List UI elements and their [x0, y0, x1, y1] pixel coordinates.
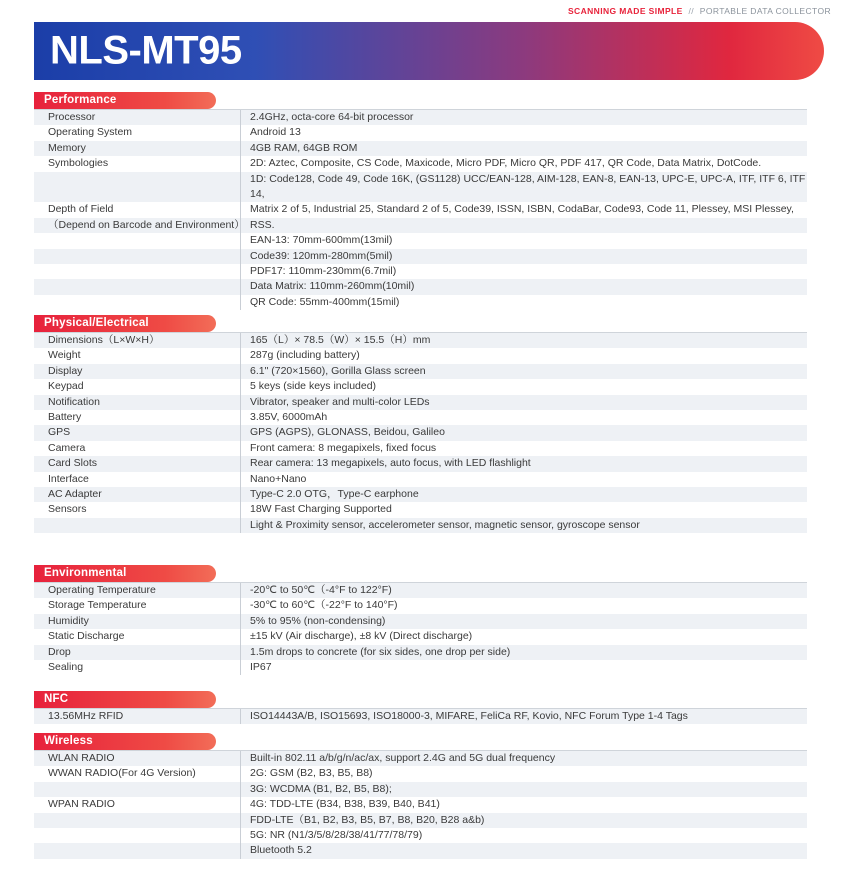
- table-row: [34, 410, 807, 425]
- spec-value: 5 keys (side keys included): [240, 379, 807, 394]
- table-row: [34, 156, 807, 171]
- section-header-environmental: [34, 565, 216, 582]
- table-row: [34, 583, 807, 598]
- section-header-wireless: [34, 733, 216, 750]
- page-title: NLS-MT95: [50, 28, 242, 73]
- table-row: [34, 279, 807, 294]
- spec-label: Operating System: [48, 126, 133, 139]
- section-title: Performance: [44, 94, 117, 106]
- spec-value: Type-C 2.0 OTG，Type-C earphone: [240, 487, 807, 502]
- table-row: [34, 456, 807, 471]
- spec-label: Notification: [48, 395, 100, 408]
- spec-value: 1.5m drops to concrete (for six sides, one drop per side): [240, 645, 807, 660]
- spec-label: WLAN RADIO: [48, 752, 115, 764]
- table-row: [34, 518, 807, 533]
- section-header-physical-electrical: [34, 315, 216, 332]
- spec-value: 1D: Code128, Code 49, Code 16K, (GS1128) UCC/EAN-128, AIM-128, EAN-8, EAN-13, UPC-E, UPC-A, ITF, ITF 6, ITF 14,: [240, 172, 807, 203]
- table-row: [34, 141, 807, 156]
- table-row: [34, 202, 807, 217]
- table-row: [34, 110, 807, 125]
- spec-label: Sealing: [48, 661, 84, 674]
- table-row: [34, 782, 807, 797]
- table-row: [34, 766, 807, 781]
- table-row: [34, 395, 807, 410]
- spec-value: 2G: GSM (B2, B3, B5, B8): [240, 766, 807, 781]
- table-row: [34, 660, 807, 675]
- table-row: [34, 629, 807, 644]
- spec-value: IP67: [240, 660, 807, 675]
- spec-value: EAN-13: 70mm-600mm(13mil): [240, 233, 807, 248]
- table-row: [34, 502, 807, 517]
- spec-label: Keypad: [48, 380, 84, 393]
- spec-label: [34, 172, 240, 203]
- spec-label: AC Adapter: [48, 488, 102, 501]
- spec-label: [34, 233, 240, 248]
- spec-value: Rear camera: 13 megapixels, auto focus, with LED flashlight: [240, 456, 807, 471]
- spec-label: [34, 828, 240, 843]
- spec-value: 165（L）× 78.5（W）× 15.5（H）mm: [240, 333, 807, 348]
- spec-label: Depth of Field: [48, 203, 114, 216]
- spec-label: WWAN RADIO(For 4G Version): [48, 767, 196, 780]
- tagline-separator: //: [688, 6, 694, 16]
- table-row: [34, 348, 807, 363]
- tagline-strong: SCANNING MADE SIMPLE: [567, 6, 683, 16]
- spec-value: RSS.: [240, 218, 807, 233]
- spec-label: Weight: [48, 349, 81, 362]
- table-row: [34, 264, 807, 279]
- section-title: Wireless: [44, 735, 93, 747]
- header-tagline: [568, 6, 831, 16]
- spec-value: ±15 kV (Air discharge), ±8 kV (Direct discharge): [240, 629, 807, 644]
- spec-value: 2.4GHz, octa-core 64-bit processor: [240, 110, 807, 125]
- spec-value: Vibrator, speaker and multi-color LEDs: [240, 395, 807, 410]
- spec-label: Camera: [48, 441, 86, 454]
- table-row: [34, 333, 807, 348]
- spec-value: FDD-LTE（B1, B2, B3, B5, B7, B8, B20, B28 a&b): [240, 813, 807, 828]
- table-row: [34, 813, 807, 828]
- spec-label: WPAN RADIO: [48, 798, 115, 811]
- spec-value: Android 13: [240, 125, 807, 140]
- section-title: Physical/Electrical: [44, 317, 149, 329]
- table-row: [34, 379, 807, 394]
- spec-label: [34, 249, 240, 264]
- spec-label: Memory: [48, 141, 86, 154]
- spec-value: -20℃ to 50℃（-4°F to 122°F): [240, 583, 807, 598]
- spec-label: Symbologies: [48, 157, 109, 170]
- tagline-subtitle: PORTABLE DATA COLLECTOR: [699, 6, 831, 16]
- spec-label: （Depend on Barcode and Environment）: [48, 218, 245, 231]
- spec-value: 5% to 95% (non-condensing): [240, 614, 807, 629]
- spec-value: Front camera: 8 megapixels, fixed focus: [240, 441, 807, 456]
- spec-value: 5G: NR (N1/3/5/8/28/38/41/77/78/79): [240, 828, 807, 843]
- spec-label: Battery: [48, 411, 82, 424]
- table-row: [34, 172, 807, 203]
- table-row: [34, 249, 807, 264]
- title-banner: [34, 22, 824, 80]
- section-header-performance: [34, 92, 216, 109]
- spec-label: Interface: [48, 472, 89, 485]
- spec-value: 18W Fast Charging Supported: [240, 502, 807, 517]
- spec-label: Static Discharge: [48, 630, 125, 643]
- table-row: [34, 797, 807, 812]
- spec-value: QR Code: 55mm-400mm(15mil): [240, 295, 807, 310]
- table-row: [34, 751, 807, 766]
- spec-value: GPS (AGPS), GLONASS, Beidou, Galileo: [240, 425, 807, 440]
- table-row: [34, 295, 807, 310]
- spec-value: Nano+Nano: [240, 472, 807, 487]
- section-title: NFC: [44, 693, 69, 705]
- spec-table-wireless: [34, 751, 807, 859]
- spec-table-performance: [34, 110, 807, 310]
- table-row: [34, 125, 807, 140]
- spec-value: Data Matrix: 110mm-260mm(10mil): [240, 279, 807, 294]
- table-row: [34, 828, 807, 843]
- table-row: [34, 441, 807, 456]
- spec-label: [34, 279, 240, 294]
- table-row: [34, 425, 807, 440]
- spec-label: Drop: [48, 645, 71, 658]
- spec-label: [34, 264, 240, 279]
- spec-value: 287g (including battery): [240, 348, 807, 363]
- spec-value: 4GB RAM, 64GB ROM: [240, 141, 807, 156]
- spec-value: Code39: 120mm-280mm(5mil): [240, 249, 807, 264]
- section-header-nfc: [34, 691, 216, 708]
- spec-value: Built-in 802.11 a/b/g/n/ac/ax, support 2.4G and 5G dual frequency: [240, 751, 807, 766]
- spec-label: Card Slots: [48, 457, 98, 470]
- table-row: [34, 709, 807, 724]
- spec-label: Processor: [48, 111, 96, 123]
- spec-label: Sensors: [48, 503, 87, 516]
- spec-label: Dimensions（L×W×H）: [48, 334, 160, 346]
- spec-value: Matrix 2 of 5, Industrial 25, Standard 2 of 5, Code39, ISSN, ISBN, CodaBar, Code93, Code 11, Plessey, MSI Plessey,: [240, 202, 807, 217]
- spec-label: Display: [48, 364, 83, 377]
- spec-value: 3G: WCDMA (B1, B2, B5, B8);: [240, 782, 807, 797]
- table-row: [34, 487, 807, 502]
- spec-value: 6.1" (720×1560), Gorilla Glass screen: [240, 364, 807, 379]
- spec-value: -30℃ to 60℃（-22°F to 140°F): [240, 598, 807, 613]
- spec-label: Operating Temperature: [48, 584, 156, 596]
- spec-label: [34, 295, 240, 310]
- spec-value: 4G: TDD-LTE (B34, B38, B39, B40, B41): [240, 797, 807, 812]
- spec-value: 3.85V, 6000mAh: [240, 410, 807, 425]
- spec-value: 2D: Aztec, Composite, CS Code, Maxicode, Micro PDF, Micro QR, PDF 417, QR Code, Data Matrix, DotCode.: [240, 156, 807, 171]
- table-row: [34, 364, 807, 379]
- spec-table-physical-electrical: [34, 333, 807, 533]
- table-row: [34, 218, 807, 233]
- section-title: Environmental: [44, 567, 127, 579]
- spec-value: Bluetooth 5.2: [240, 843, 807, 858]
- table-row: [34, 645, 807, 660]
- spec-label: [34, 782, 240, 797]
- table-row: [34, 233, 807, 248]
- spec-table-environmental: [34, 583, 807, 675]
- table-row: [34, 472, 807, 487]
- spec-label: GPS: [48, 426, 71, 439]
- spec-label: Storage Temperature: [48, 599, 147, 612]
- spec-label: [34, 518, 240, 533]
- spec-table-nfc: [34, 709, 807, 724]
- spec-value: ISO14443A/B, ISO15693, ISO18000-3, MIFARE, FeliCa RF, Kovio, NFC Forum Type 1-4 Tags: [240, 709, 807, 724]
- spec-label: [34, 843, 240, 858]
- spec-label: Humidity: [48, 614, 89, 627]
- table-row: [34, 843, 807, 858]
- spec-label: 13.56MHz RFID: [48, 710, 124, 722]
- table-row: [34, 614, 807, 629]
- table-row: [34, 598, 807, 613]
- spec-value: Light & Proximity sensor, accelerometer sensor, magnetic sensor, gyroscope sensor: [240, 518, 807, 533]
- spec-value: PDF17: 110mm-230mm(6.7mil): [240, 264, 807, 279]
- spec-label: [34, 813, 240, 828]
